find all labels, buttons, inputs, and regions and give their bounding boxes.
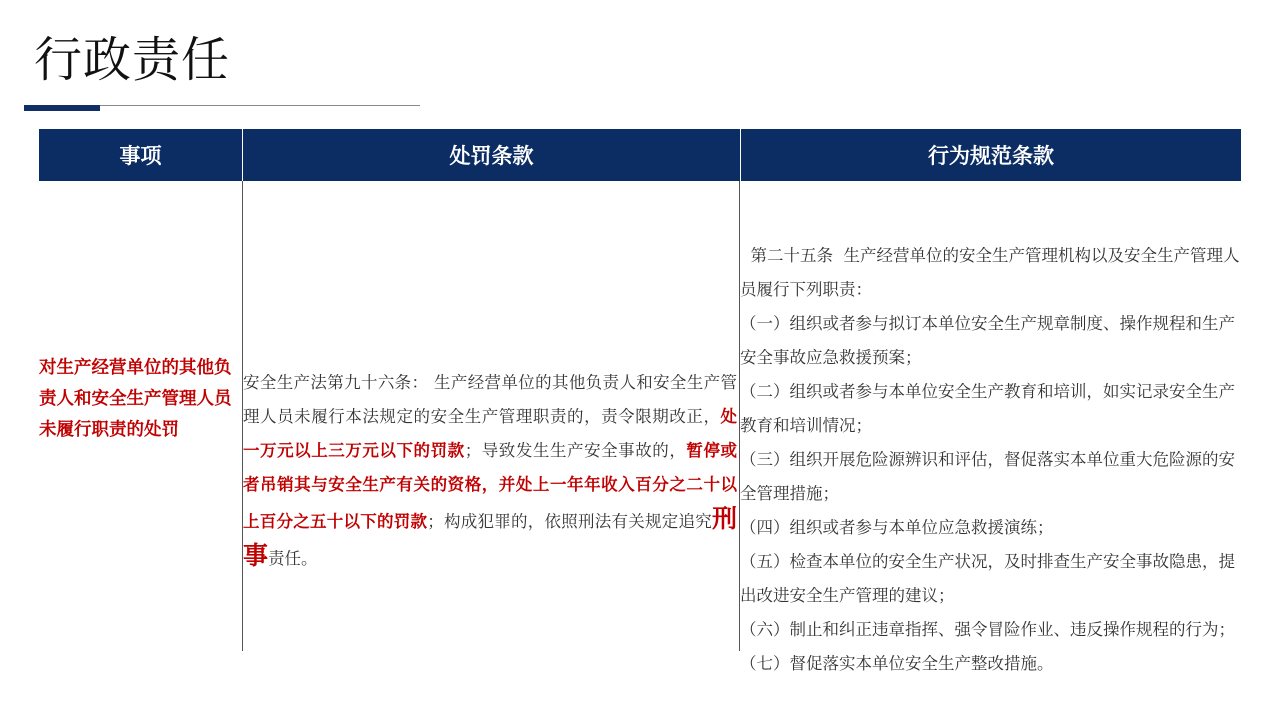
page-title: 行政责任	[34, 32, 231, 88]
article-heading: 第二十五条 生产经营单位的安全生产管理机构以及安全生产管理人员履行下列职责：	[740, 246, 1240, 299]
duty-item: （四）组织或者参与本单位应急救援演练；	[740, 518, 1054, 537]
fine-highlight: 处一万元以上三万元以下的罚款	[243, 407, 737, 460]
title-accent-bar	[24, 105, 100, 111]
duty-item: （七）督促落实本单位安全生产整改措施。	[740, 654, 1054, 673]
criminal-highlight: 刑事	[243, 504, 738, 570]
table-row	[39, 181, 1241, 673]
duty-item: （二）组织或者参与本单位安全生产教育和培训，如实记录安全生产教育和培训情况；	[740, 382, 1235, 435]
duty-item: （一）组织或者参与拟订本单位安全生产规章制度、操作规程和生产安全事故应急救援预案；	[740, 314, 1235, 367]
penalty-cell	[243, 366, 737, 576]
header-penalty-clause: 处罚条款	[243, 129, 741, 181]
header-conduct-clause: 行为规范条款	[928, 144, 1054, 168]
penalty-text: 安全生产法第九十六条： 生产经营单位的其他负责人和安全生产管理人员未履行本法规定的安全生产管理职责的，责令限期改正，	[243, 373, 737, 426]
conduct-cell	[740, 239, 1240, 681]
qualification-highlight: 暂停或者吊销其与安全生产有关的资格，并处上一年年收入百分之二十以上百分之五十以下的罚款	[243, 441, 738, 531]
penalty-text: ；导致发生生产安全事故的，	[464, 441, 687, 460]
responsibility-table	[39, 129, 1241, 673]
table-header-row	[39, 129, 1241, 181]
penalty-text: 责任。	[268, 549, 318, 568]
duty-item: （三）组织开展危险源辨识和评估，督促落实本单位重大危险源的安全管理措施；	[740, 450, 1235, 503]
penalty-text: ；构成犯罪的，依照刑法有关规定追究	[427, 512, 712, 531]
header-item: 事项	[39, 129, 243, 181]
item-cell: 对生产经营单位的其他负责人和安全生产管理人员未履行职责的处罚	[39, 358, 232, 440]
duty-item: （五）检查本单位的安全生产状况，及时排查生产安全事故隐患，提出改进安全生产管理的建议；	[740, 552, 1235, 605]
duty-item: （六）制止和纠正违章指挥、强令冒险作业、违反操作规程的行为；	[740, 620, 1235, 639]
